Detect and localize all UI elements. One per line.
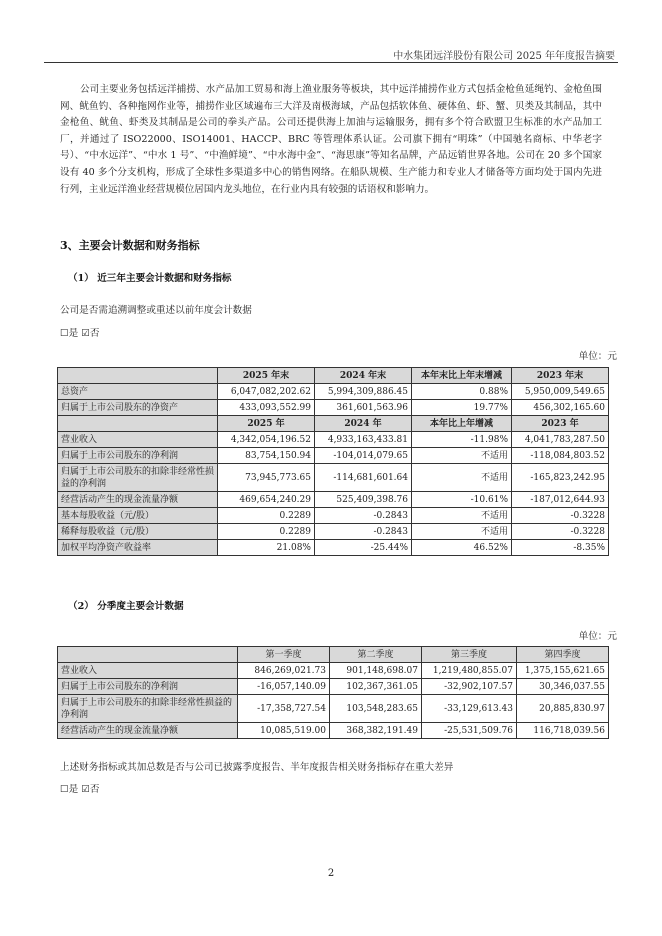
table-cell: 103,548,283.65 <box>330 695 422 723</box>
header-cell: 2024 年 <box>315 416 412 432</box>
table-cell: -118,084,803.52 <box>512 448 609 464</box>
header-cell: 2023 年 <box>512 416 609 432</box>
header-cell: 2024 年末 <box>315 368 412 384</box>
table-cell: 不适用 <box>412 508 512 524</box>
table-cell: -10.61% <box>412 492 512 508</box>
table-row <box>58 679 609 695</box>
header-cell: 本年末比上年末增减 <box>412 368 512 384</box>
quarterly-data-table <box>57 646 609 739</box>
table-cell: -187,012,644.93 <box>512 492 609 508</box>
row-label: 归属于上市公司股东的净资产 <box>58 400 218 416</box>
annual-data-table <box>57 367 609 556</box>
restatement-choice: ☐是 ☑否 <box>60 328 100 339</box>
table-cell: -104,014,079.65 <box>315 448 412 464</box>
table-cell: -25.44% <box>315 540 412 556</box>
table-cell: 4,342,054,196.52 <box>218 432 315 448</box>
table-cell: 21.08% <box>218 540 315 556</box>
discrepancy-question: 上述财务指标或其加总数是否与公司已披露季度报告、半年度报告相关财务指标存在重大差异 <box>60 762 454 773</box>
row-label: 营业收入 <box>58 663 238 679</box>
table-cell: 1,375,155,621.65 <box>517 663 609 679</box>
subsection-title-annual: （1） 近三年主要会计数据和财务指标 <box>68 273 232 284</box>
table-row <box>58 464 609 492</box>
table-cell: 469,654,240.29 <box>218 492 315 508</box>
table-row <box>58 695 609 723</box>
row-label: 归属于上市公司股东的扣除非经常性损益的净利润 <box>58 464 218 492</box>
table-row <box>58 723 609 739</box>
table-cell: 不适用 <box>412 448 512 464</box>
header-cell <box>58 416 218 432</box>
table-cell: 1,219,480,855.07 <box>422 663 517 679</box>
discrepancy-choice: ☐是 ☑否 <box>60 784 100 795</box>
row-label: 归属于上市公司股东的扣除非经常性损益的净利润 <box>58 695 238 723</box>
table-row <box>58 508 609 524</box>
row-label: 经营活动产生的现金流量净额 <box>58 723 238 739</box>
table-cell: 368,382,191.49 <box>330 723 422 739</box>
table-cell: 4,933,163,433.81 <box>315 432 412 448</box>
subsection-title-quarterly: （2） 分季度主要会计数据 <box>68 601 184 612</box>
header-cell: 第三季度 <box>422 647 517 663</box>
table-cell: 525,409,398.76 <box>315 492 412 508</box>
header-cell: 第四季度 <box>517 647 609 663</box>
table-cell: 不适用 <box>412 524 512 540</box>
table-cell: 5,950,009,549.65 <box>512 384 609 400</box>
table-cell: 不适用 <box>412 464 512 492</box>
table-row <box>58 663 609 679</box>
row-label: 归属于上市公司股东的净利润 <box>58 679 238 695</box>
report-header: 中水集团远洋股份有限公司 2025 年年度报告摘要 <box>393 51 615 62</box>
row-label: 营业收入 <box>58 432 218 448</box>
table-cell: -33,129,613.43 <box>422 695 517 723</box>
row-label: 稀释每股收益（元/股） <box>58 524 218 540</box>
row-label: 加权平均净资产收益率 <box>58 540 218 556</box>
table-row <box>58 524 609 540</box>
table-header-row <box>58 368 609 384</box>
header-cell: 2025 年末 <box>218 368 315 384</box>
table-cell: -0.3228 <box>512 508 609 524</box>
header-cell: 第一季度 <box>238 647 330 663</box>
row-label: 基本每股收益（元/股） <box>58 508 218 524</box>
table-cell: 433,093,552.99 <box>218 400 315 416</box>
table-cell: 10,085,519.00 <box>238 723 330 739</box>
table-header-row <box>58 416 609 432</box>
table-cell: 20,885,830.97 <box>517 695 609 723</box>
table-cell: -25,531,509.76 <box>422 723 517 739</box>
table-cell: 456,302,165.60 <box>512 400 609 416</box>
table-cell: -165,823,242.95 <box>512 464 609 492</box>
table-header-row <box>58 647 609 663</box>
header-cell <box>58 647 238 663</box>
row-label: 经营活动产生的现金流量净额 <box>58 492 218 508</box>
table-cell: 846,269,021.73 <box>238 663 330 679</box>
unit-label: 单位：元 <box>578 631 617 642</box>
table-cell: 83,754,150.94 <box>218 448 315 464</box>
table-cell: 361,601,563.96 <box>315 400 412 416</box>
table-cell: -8.35% <box>512 540 609 556</box>
unit-label: 单位：元 <box>578 351 617 362</box>
table-row <box>58 400 609 416</box>
section-title: 3、主要会计数据和财务指标 <box>60 239 200 252</box>
header-cell: 第二季度 <box>330 647 422 663</box>
page-number: 2 <box>327 868 335 879</box>
row-label: 归属于上市公司股东的净利润 <box>58 448 218 464</box>
table-row <box>58 448 609 464</box>
table-cell: -0.3228 <box>512 524 609 540</box>
header-cell: 2025 年 <box>218 416 315 432</box>
row-label: 总资产 <box>58 384 218 400</box>
table-row <box>58 492 609 508</box>
intro-paragraph: 公司主要业务包括远洋捕捞、水产品加工贸易和海上渔业服务等板块，其中远洋捕捞作业方式包括金枪鱼延绳钓、金枪鱼围网、鱿鱼钓、各种拖网作业等，捕捞作业区域遍布三大洋及南极海域，产品包括软体鱼、硬体鱼、虾、蟹、贝类及其制品，其中金枪鱼、鱿鱼、虾类及其制品是公司的拳头产品。公司还提供海上加油与运输服务，拥有多个符合欧盟卫生标准的水产品加工厂，并通过了 ISO22000、ISO14001、HACCP、BRC 等管理体系认证。公司旗下拥有“明珠”（中国驰名商标、中华老字号）、“中水远洋”、“中水 1 号”、“中渔鲜境”、“中水海中金”、“海思康”等知名品牌，产品远销世界各地。公司在 20 多个国家设有 40 多个分支机构，形成了全球性多渠道多中心的销售网络。在船队规模、生产能力和专业人才储备等方面均处于国内先进行列，主业远洋渔业经营规模位居国内龙头地位，在行业内具有较强的话语权和影响力。 <box>60 84 602 195</box>
restatement-question: 公司是否需追溯调整或重述以前年度会计数据 <box>60 305 252 316</box>
table-cell: -0.2843 <box>315 508 412 524</box>
table-cell: -11.98% <box>412 432 512 448</box>
table-row <box>58 384 609 400</box>
table-cell: 116,718,039.56 <box>517 723 609 739</box>
table-cell: -114,681,601.64 <box>315 464 412 492</box>
header-cell: 本年比上年增减 <box>412 416 512 432</box>
table-cell: 0.88% <box>412 384 512 400</box>
table-cell: 102,367,361.05 <box>330 679 422 695</box>
table-cell: 901,148,698.07 <box>330 663 422 679</box>
table-cell: -32,902,107.57 <box>422 679 517 695</box>
table-cell: 5,994,309,886.45 <box>315 384 412 400</box>
table-cell: 4,041,783,287.50 <box>512 432 609 448</box>
table-cell: 73,945,773.65 <box>218 464 315 492</box>
table-cell: -16,057,140.09 <box>238 679 330 695</box>
table-cell: 0.2289 <box>218 508 315 524</box>
header-cell: 2023 年末 <box>512 368 609 384</box>
table-cell: 30,346,037.55 <box>517 679 609 695</box>
table-cell: -17,358,727.54 <box>238 695 330 723</box>
table-cell: 0.2289 <box>218 524 315 540</box>
table-cell: 19.77% <box>412 400 512 416</box>
table-cell: 46.52% <box>412 540 512 556</box>
table-row <box>58 540 609 556</box>
header-cell <box>58 368 218 384</box>
table-cell: 6,047,082,202.62 <box>218 384 315 400</box>
table-cell: -0.2843 <box>315 524 412 540</box>
table-row <box>58 432 609 448</box>
header-divider <box>44 62 618 63</box>
